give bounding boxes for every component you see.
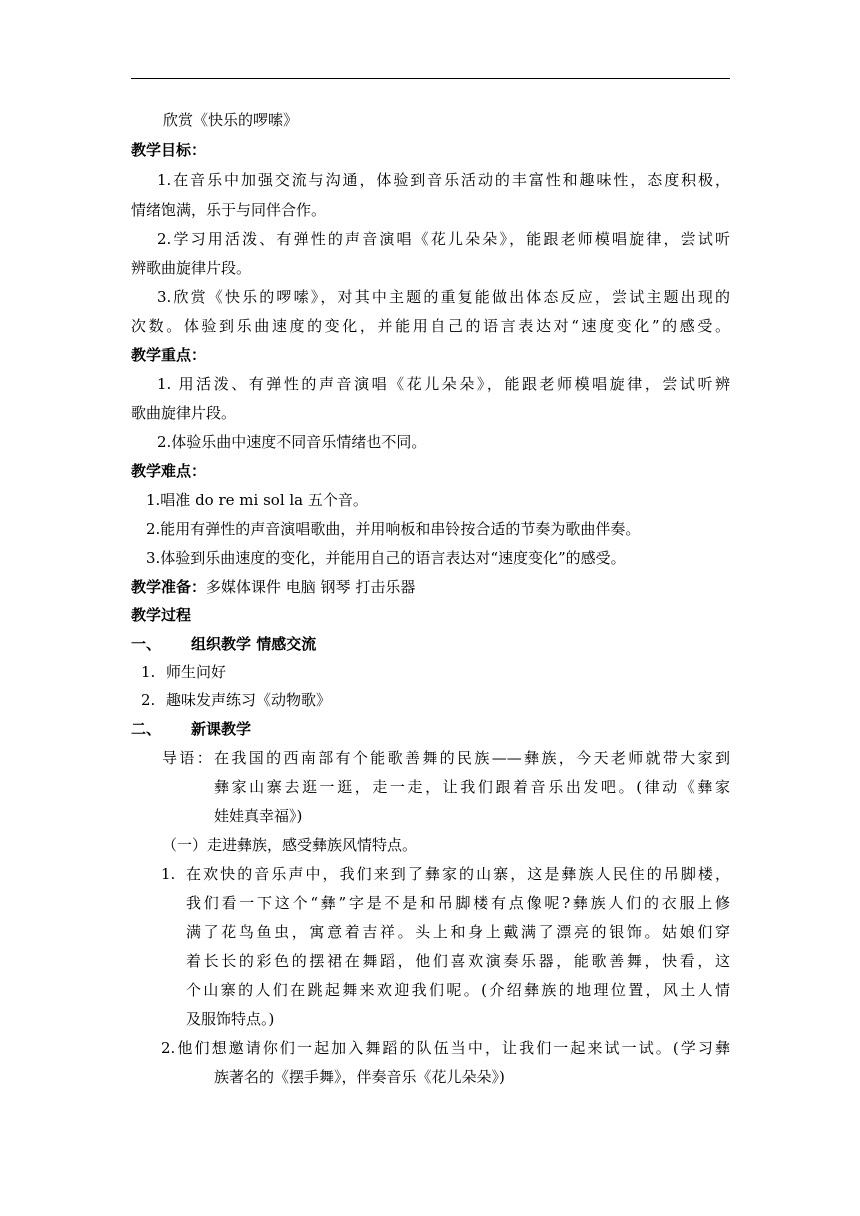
goals-heading: 教学目标： bbox=[131, 141, 207, 159]
difficulty-3: 3.体验到乐曲速度的变化，并能用自己的语言表达对“速度变化”的感受。 bbox=[146, 549, 626, 567]
difficulty-1: 1.唱准 do re mi sol la 五个音。 bbox=[146, 491, 368, 509]
para-1-number: 1. bbox=[161, 865, 176, 883]
section-1-number: 一、 bbox=[131, 635, 162, 653]
lead-line-1: 导语：在我国的西南部有个能歌善舞的民族——彝族，今天老师就带大家到 bbox=[162, 749, 730, 767]
section-1-item-2-number: 2. bbox=[141, 691, 156, 709]
key-2-line: 2.体验乐曲中速度不同音乐情绪也不同。 bbox=[157, 433, 427, 451]
section-1-title: 组织教学 情感交流 bbox=[191, 635, 317, 653]
para-1-line-4: 着长长的彩色的摆裙在舞蹈，他们喜欢演奏乐器，能歌善舞，快看，这 bbox=[186, 952, 730, 970]
para-1-line-5: 个山寨的人们在跳起舞来欢迎我们呢。(介绍彝族的地理位置，风土人情 bbox=[186, 981, 730, 999]
section-1-item-1-number: 1. bbox=[141, 663, 156, 681]
subsection-1: （一）走进彝族，感受彝族风情特点。 bbox=[162, 836, 418, 854]
para-2-line-1: 2.他们想邀请你们一起加入舞蹈的队伍当中，让我们一起来试一试。(学习彝 bbox=[161, 1039, 730, 1057]
prep-text: 多媒体课件 电脑 钢琴 打击乐器 bbox=[206, 578, 416, 596]
section-2-number: 二、 bbox=[131, 720, 162, 738]
intro-line: 欣赏《快乐的啰嗦》 bbox=[163, 111, 299, 129]
goal-1-line-1: 1.在音乐中加强交流与沟通，体验到音乐活动的丰富性和趣味性，态度积极， bbox=[157, 171, 730, 189]
lead-line-3: 娃娃真幸福》) bbox=[214, 807, 303, 825]
lead-line-2: 彝家山寨去逛一逛，走一走，让我们跟着音乐出发吧。(律动《彝家 bbox=[214, 778, 730, 796]
section-2 bbox=[131, 719, 731, 739]
para-1-line-1: 在欢快的音乐声中，我们来到了彝家的山寨，这是彝族人民住的吊脚楼， bbox=[186, 865, 730, 883]
section-1-item-1-text: 师生问好 bbox=[166, 663, 227, 681]
para-1-line-2: 我们看一下这个“彝”字是不是和吊脚楼有点像呢?彝族人们的衣服上修 bbox=[186, 894, 730, 912]
section-1-item-2-text: 趣味发声练习《动物歌》 bbox=[166, 691, 332, 709]
goal-2-line-1: 2.学习用活泼、有弹性的声音演唱《花儿朵朵》，能跟老师模唱旋律，尝试听 bbox=[157, 230, 730, 248]
goal-3-line-2: 次数。体验到乐曲速度的变化，并能用自己的语言表达对“速度变化”的感受。 bbox=[131, 317, 730, 335]
para-1-line-6: 及服饰特点。) bbox=[186, 1010, 275, 1028]
key-1-line-1: 1. 用活泼、有弹性的声音演唱《花儿朵朵》，能跟老师模唱旋律，尝试听辨 bbox=[157, 375, 730, 393]
para-2-line-2: 族著名的《摆手舞》，伴奏音乐《花儿朵朵》) bbox=[214, 1068, 505, 1086]
section-1-item-1 bbox=[141, 662, 741, 682]
difficulty-heading: 教学难点： bbox=[131, 462, 207, 480]
key-heading: 教学重点： bbox=[131, 346, 207, 364]
prep-label: 教学准备： bbox=[131, 578, 207, 596]
goal-3-line-1: 3.欣赏《快乐的啰嗦》，对其中主题的重复能做出体态反应，尝试主题出现的 bbox=[157, 288, 730, 306]
section-1-item-2 bbox=[141, 690, 741, 710]
header-rule bbox=[131, 78, 730, 79]
goal-1-line-2: 情绪饱满，乐于与同伴合作。 bbox=[131, 201, 327, 219]
key-1-line-2: 歌曲旋律片段。 bbox=[131, 404, 237, 422]
difficulty-2: 2.能用有弹性的声音演唱歌曲，并用响板和串铃按合适的节奏为歌曲伴奏。 bbox=[146, 520, 641, 538]
goal-2-line-2: 辨歌曲旋律片段。 bbox=[131, 259, 252, 277]
section-1 bbox=[131, 634, 731, 654]
section-2-title: 新课教学 bbox=[191, 720, 252, 738]
process-heading: 教学过程 bbox=[131, 606, 192, 624]
para-1-line-3: 满了花鸟鱼虫，寓意着吉祥。头上和身上戴满了漂亮的银饰。姑娘们穿 bbox=[186, 923, 730, 941]
prep-line bbox=[131, 577, 731, 597]
